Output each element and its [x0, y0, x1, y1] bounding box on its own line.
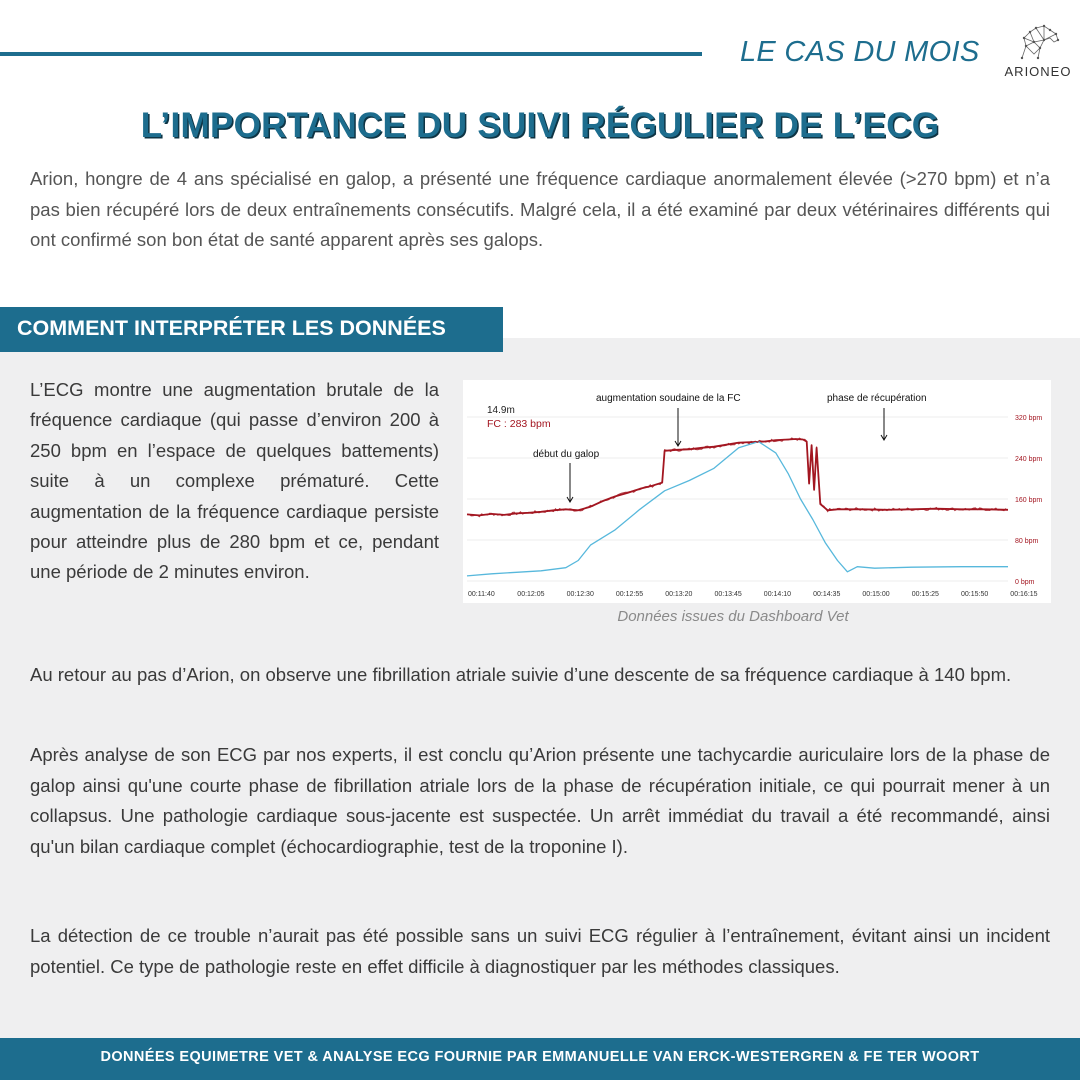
arioneo-logo [1000, 22, 1076, 82]
logo-text: ARIONEO [1004, 64, 1072, 79]
x-tick-label: 00:15:50 [961, 591, 989, 598]
hr-readout: FC : 283 bpm [487, 418, 551, 430]
chart-caption: Données issues du Dashboard Vet [617, 608, 849, 625]
x-tick-label: 00:12:30 [566, 591, 594, 598]
ecg-explanation-paragraph: L’ECG montre une augmentation brutale de la fréquence cardiaque (qui passe d’environ 200 à 250 bpm en l’espace de quelques battements) suite à un complexe prématuré. Cette augmentation de la fréquence cardiaque persiste pour atteindre plus de 280 bpm et ce, pendant une période de 2 minutes environ. [30, 379, 439, 583]
x-tick-label: 00:11:40 [468, 591, 495, 598]
analysis-paragraph: Après analyse de son ECG par nos experts, il est conclu qu’Arion présente une tachycardie auriculaire lors de la phase de galop ainsi qu'une courte phase de fibrillation atriale lors de la phase de récupération initiale, ce qui pourrait mener à un collapsus. Une pathologie cardiaque sous-jacente est suspectée. Un arrêt immédiat du travail a été recommandé, ainsi qu'un bilan cardiaque complet (échocardiographie, test de la troponine I). [30, 744, 1050, 857]
x-tick-label: 00:12:55 [615, 591, 644, 598]
intro-paragraph: Arion, hongre de 4 ans spécialisé en galop, a présenté une fréquence cardiaque anormalement élevée (>270 bpm) et n’a pas bien récupéré lors de deux entraînements consécutifs. Malgré cela, il a été examiné par deux vétérinaires différents qui ont confirmé son bon état de santé apparent après ses galops. [30, 168, 1050, 250]
y-tick-label: 0 bpm [1015, 579, 1035, 586]
chart-canvas [463, 380, 1051, 603]
page-title: L’IMPORTANCE DU SUIVI RÉGULIER DE L’ECG [140, 106, 940, 145]
recovery-paragraph: Au retour au pas d’Arion, on observe une fibrillation atriale suivie d’une descente de sa fréquence cardiaque à 140 bpm. [30, 664, 1012, 685]
x-tick-label: 00:13:45 [714, 591, 742, 598]
x-tick-label: 00:14:10 [763, 591, 792, 598]
x-tick-label: 00:13:20 [665, 591, 693, 598]
y-tick-label: 160 bpm [1015, 497, 1043, 504]
y-tick-label: 320 bpm [1015, 415, 1043, 422]
y-tick-label: 80 bpm [1015, 538, 1039, 545]
annotation-label: augmentation soudaine de la FC [596, 393, 741, 404]
case-of-month-label: LE CAS DU MOIS [740, 36, 980, 68]
x-tick-label: 00:15:25 [911, 591, 939, 598]
annotation-label: phase de récupération [827, 393, 927, 404]
x-tick-label: 00:15:00 [862, 591, 890, 598]
header-rule [0, 52, 702, 56]
distance-readout: 14.9m [487, 405, 515, 416]
conclusion-paragraph: La détection de ce trouble n’aurait pas été possible sans un suivi ECG régulier à l’entraînement, évitant ainsi un incident potentiel. Ce type de pathologie reste en effet difficile à diagnostiquer par les méthodes classiques. [30, 925, 1050, 977]
section-title: COMMENT INTERPRÉTER LES DONNÉES [17, 316, 446, 340]
x-tick-label: 00:14:35 [813, 591, 841, 598]
ecg-chart [463, 380, 1051, 603]
annotation-label: début du galop [533, 449, 600, 460]
footer-credits: DONNÉES EQUIMETRE VET & ANALYSE ECG FOURNIE PAR EMMANUELLE VAN ERCK-WESTERGREN & FE TER WOORT [100, 1049, 980, 1065]
y-tick-label: 240 bpm [1015, 456, 1043, 463]
x-tick-label: 00:16:15 [1010, 591, 1038, 598]
x-tick-label: 00:12:05 [517, 591, 545, 598]
horse-head-icon [1014, 22, 1062, 62]
